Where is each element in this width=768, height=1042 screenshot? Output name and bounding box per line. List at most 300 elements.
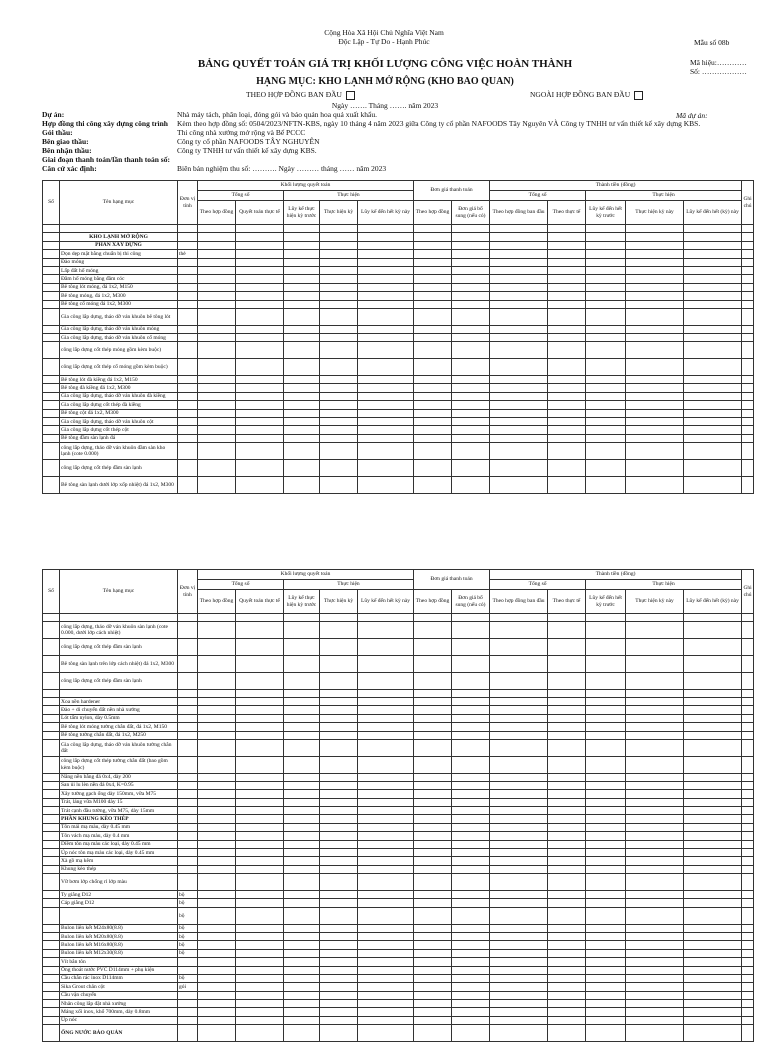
item-unit (178, 874, 198, 891)
table-cell (320, 697, 358, 705)
table-cell (490, 655, 548, 672)
table-cell (414, 1025, 452, 1042)
item-name: San ủi lu lèn nền đá 0x4, K=0.95 (60, 781, 178, 789)
table-cell (626, 874, 684, 891)
table-cell (452, 418, 490, 426)
table-cell (548, 300, 586, 308)
table-cell (414, 460, 452, 477)
table-cell (626, 266, 684, 274)
table-cell (358, 974, 414, 982)
table-cell (414, 731, 452, 739)
table-row (43, 614, 754, 622)
table-cell (548, 697, 586, 705)
item-name: Cầu vận chuyển (60, 991, 178, 999)
col-don-gia: Đơn giá thanh toán (414, 181, 490, 201)
table-cell (684, 241, 742, 249)
table-cell (43, 233, 60, 241)
table-cell (586, 773, 626, 781)
table-cell (284, 790, 320, 798)
table-cell (414, 672, 452, 689)
table-cell (742, 1008, 754, 1016)
table-cell (236, 739, 284, 756)
item-name: Xoa nền hardener (60, 697, 178, 705)
table-cell (490, 266, 548, 274)
table-cell (548, 334, 586, 342)
table-cell (548, 899, 586, 907)
checkbox-ngoai-hop-dong[interactable] (634, 91, 643, 100)
table-cell (358, 308, 414, 325)
table-row (43, 723, 754, 731)
option-ngoai-hop-dong-label: NGOÀI HỢP ĐỒNG BAN ĐẦU (530, 90, 631, 99)
col-luy-ke-truoc2: Lũy kế đến hết kỳ trước (586, 201, 626, 225)
item-unit: thẻ (178, 250, 198, 258)
table-cell (684, 899, 742, 907)
item-name: Khung kèo thép (60, 865, 178, 873)
form-number: Mẫu số 08b (694, 38, 730, 47)
item-name: Trát, láng vữa M100 dày 15 (60, 798, 178, 806)
table-cell (626, 359, 684, 376)
table-cell (284, 1000, 320, 1008)
item-unit (178, 434, 198, 442)
table-cell (320, 899, 358, 907)
table-cell (742, 655, 754, 672)
table-cell (626, 300, 684, 308)
option-theo-hop-dong[interactable] (246, 90, 355, 100)
table-cell (320, 865, 358, 873)
table-row (43, 840, 754, 848)
table-cell (548, 409, 586, 417)
item-name: Lấp đất hố móng (60, 266, 178, 274)
table-cell (742, 974, 754, 982)
item-unit (178, 266, 198, 274)
table-cell (43, 1000, 60, 1008)
table-cell (320, 739, 358, 756)
table-cell (236, 865, 284, 873)
table-cell (358, 865, 414, 873)
table-cell (490, 840, 548, 848)
table-cell (198, 790, 236, 798)
table-row (43, 443, 754, 460)
table-row (43, 832, 754, 840)
table-cell (490, 781, 548, 789)
table-cell (284, 840, 320, 848)
table-cell (198, 958, 236, 966)
table-cell (586, 250, 626, 258)
table-cell (452, 409, 490, 417)
table-cell (236, 798, 284, 806)
table-cell (586, 823, 626, 831)
table-cell (320, 907, 358, 924)
table-cell (548, 689, 586, 697)
table-cell (586, 781, 626, 789)
checkbox-theo-hop-dong[interactable] (346, 91, 355, 100)
table-cell (490, 672, 548, 689)
table-cell (452, 401, 490, 409)
table-cell (198, 1008, 236, 1016)
table-cell (548, 426, 586, 434)
table-cell (452, 781, 490, 789)
table-cell (626, 1008, 684, 1016)
table-cell (358, 300, 414, 308)
item-name: Bulon liên kết M24x80(8.8) (60, 924, 178, 932)
table-cell (548, 325, 586, 333)
table-cell (548, 233, 586, 241)
table-cell (490, 815, 548, 823)
table-cell (236, 731, 284, 739)
table-cell (320, 790, 358, 798)
table-cell (742, 409, 754, 417)
item-unit (178, 966, 198, 974)
table-cell (490, 991, 548, 999)
table-cell (684, 283, 742, 291)
table-cell (414, 891, 452, 899)
table-cell (358, 401, 414, 409)
table-cell (742, 325, 754, 333)
table-cell (43, 807, 60, 815)
table-cell (626, 655, 684, 672)
table-cell (236, 756, 284, 773)
item-name: Gia công lắp dựng cốt thép cột (60, 426, 178, 434)
item-name: Cáp giằng D12 (60, 899, 178, 907)
table-cell (358, 614, 414, 622)
table-cell (284, 401, 320, 409)
table-cell (236, 773, 284, 781)
table-cell (198, 857, 236, 865)
item-unit (178, 334, 198, 342)
table-cell (742, 1000, 754, 1008)
table-cell (320, 258, 358, 266)
table-cell (684, 932, 742, 940)
table-cell (43, 815, 60, 823)
item-name: Vít bắn tôn (60, 958, 178, 966)
table-cell (684, 1008, 742, 1016)
table-cell (320, 731, 358, 739)
table-cell (198, 798, 236, 806)
table-cell (452, 840, 490, 848)
table-cell (236, 891, 284, 899)
table-cell (284, 983, 320, 991)
table-cell (320, 275, 358, 283)
table-cell (320, 655, 358, 672)
table-cell (626, 832, 684, 840)
table-cell (626, 932, 684, 940)
table-cell (452, 655, 490, 672)
table-cell (236, 359, 284, 376)
item-name: công lắp dựng cốt thép đầm sàn lạnh (60, 460, 178, 477)
table-cell (358, 932, 414, 940)
table-row (43, 1025, 754, 1042)
table-cell (414, 275, 452, 283)
table-cell (198, 376, 236, 384)
table-cell (236, 697, 284, 705)
table-cell (43, 756, 60, 773)
national-line-2: Độc Lập - Tự Do - Hạnh Phúc (338, 37, 430, 46)
table-cell (236, 384, 284, 392)
table-cell (452, 865, 490, 873)
item-unit (178, 258, 198, 266)
table-cell (452, 832, 490, 840)
table-cell (548, 714, 586, 722)
table-cell (586, 434, 626, 442)
table-cell (742, 790, 754, 798)
table-cell (548, 723, 586, 731)
table-cell (284, 739, 320, 756)
table-cell (198, 865, 236, 873)
item-name: Úp nóc (60, 1016, 178, 1024)
table-cell (43, 460, 60, 477)
col-unit: Đơn vị tính (178, 181, 198, 225)
table-cell (626, 773, 684, 781)
table-cell (198, 250, 236, 258)
table-cell (236, 1025, 284, 1042)
table-cell (284, 460, 320, 477)
item-unit (178, 773, 198, 781)
table-cell (742, 706, 754, 714)
table-row (43, 283, 754, 291)
table-row (43, 697, 754, 705)
table-cell (490, 426, 548, 434)
table-cell (320, 266, 358, 274)
table-cell (548, 840, 586, 848)
table-cell (43, 781, 60, 789)
table-cell (43, 1025, 60, 1042)
table-cell (586, 325, 626, 333)
table-cell (284, 359, 320, 376)
table-cell (284, 857, 320, 865)
table-cell (684, 325, 742, 333)
table-cell (452, 714, 490, 722)
table-cell (742, 283, 754, 291)
table-row (43, 857, 754, 865)
item-unit (178, 697, 198, 705)
table-cell (358, 1008, 414, 1016)
table-cell (626, 697, 684, 705)
table-cell (358, 1000, 414, 1008)
table-cell (586, 941, 626, 949)
table-cell (414, 283, 452, 291)
table-cell (414, 739, 452, 756)
table-cell (742, 672, 754, 689)
table-cell (236, 815, 284, 823)
table-cell (452, 672, 490, 689)
table-cell (452, 384, 490, 392)
table-cell (684, 714, 742, 722)
item-unit (178, 241, 198, 249)
table-row (43, 941, 754, 949)
item-unit (178, 1008, 198, 1016)
table-cell (198, 292, 236, 300)
table-cell (490, 233, 548, 241)
table-cell (43, 250, 60, 258)
table-cell (414, 723, 452, 731)
table-cell (548, 823, 586, 831)
table-cell (358, 832, 414, 840)
table-row (43, 275, 754, 283)
table-cell (684, 689, 742, 697)
item-name: Máng xối inox, khổ 700mm, dày 0.8mm (60, 1008, 178, 1016)
item-name: Tôn mái mạ màu, dày 0.45 mm (60, 823, 178, 831)
table-cell (626, 849, 684, 857)
table-cell (452, 434, 490, 442)
table-cell (414, 376, 452, 384)
item-unit (178, 622, 198, 639)
table-cell (490, 300, 548, 308)
table-row (43, 225, 754, 233)
item-unit (178, 756, 198, 773)
table-cell (548, 639, 586, 656)
item-name: công lắp dựng cốt thép tường chắn đất (bao gồm kèm buộc) (60, 756, 178, 773)
table-cell (198, 840, 236, 848)
item-unit: gói (178, 983, 198, 991)
table-cell (626, 283, 684, 291)
table-cell (358, 292, 414, 300)
table-cell (626, 275, 684, 283)
col-thuc-hien-2: Thực hiện (586, 580, 742, 590)
col-thanh-tien: Thành tiền (đồng) (490, 570, 742, 580)
table-cell (684, 723, 742, 731)
table-cell (320, 342, 358, 359)
table-cell (236, 857, 284, 865)
table-cell (358, 325, 414, 333)
table-cell (414, 773, 452, 781)
table-cell (742, 443, 754, 460)
table-cell (284, 899, 320, 907)
table-cell (626, 476, 684, 493)
table-cell (742, 781, 754, 789)
table-cell (358, 840, 414, 848)
table-cell (490, 723, 548, 731)
table-cell (284, 991, 320, 999)
table-cell (586, 241, 626, 249)
table-cell (284, 865, 320, 873)
table-cell (236, 941, 284, 949)
table-cell (626, 941, 684, 949)
table-cell (284, 807, 320, 815)
table-row (43, 807, 754, 815)
table-cell (284, 849, 320, 857)
item-unit (178, 283, 198, 291)
table-cell (43, 790, 60, 798)
table-cell (586, 731, 626, 739)
table-row (43, 384, 754, 392)
table-cell (452, 697, 490, 705)
table-cell (742, 924, 754, 932)
table-cell (684, 849, 742, 857)
table-cell (684, 672, 742, 689)
table-cell (490, 460, 548, 477)
table-cell (548, 739, 586, 756)
table-cell (742, 697, 754, 705)
table-cell (358, 476, 414, 493)
table-cell (548, 622, 586, 639)
table-row (43, 891, 754, 899)
table-cell (414, 359, 452, 376)
table-cell (43, 832, 60, 840)
table-cell (684, 739, 742, 756)
table-cell (414, 991, 452, 999)
table-cell (414, 622, 452, 639)
table-cell (43, 739, 60, 756)
table-cell (490, 689, 548, 697)
table-cell (198, 443, 236, 460)
option-ngoai-hop-dong[interactable] (530, 90, 643, 100)
item-name: PHẦN XÂY DỰNG (60, 241, 178, 249)
table-cell (684, 392, 742, 400)
table-cell (198, 723, 236, 731)
table-cell (358, 958, 414, 966)
table-cell (742, 418, 754, 426)
table-cell (320, 714, 358, 722)
table-cell (490, 807, 548, 815)
table-cell (490, 308, 548, 325)
table-cell (548, 476, 586, 493)
table-cell (284, 714, 320, 722)
table-cell (684, 1000, 742, 1008)
table-cell (626, 958, 684, 966)
table-cell (284, 376, 320, 384)
table-cell (284, 697, 320, 705)
table-cell (742, 840, 754, 848)
table-cell (452, 991, 490, 999)
item-name: Bê tông đầm sàn lạnh đá (60, 434, 178, 442)
table-cell (414, 225, 452, 233)
table-cell (452, 426, 490, 434)
table-cell (684, 460, 742, 477)
table-cell (548, 434, 586, 442)
col-luy-ke-truoc2: Lũy kế đến hết kỳ trước (586, 590, 626, 614)
table-cell (284, 958, 320, 966)
table-cell (43, 899, 60, 907)
table-cell (548, 258, 586, 266)
table-cell (684, 832, 742, 840)
table-cell (43, 697, 60, 705)
table-cell (586, 983, 626, 991)
table-cell (198, 891, 236, 899)
table-cell (43, 225, 60, 233)
table-cell (548, 907, 586, 924)
table-cell (490, 849, 548, 857)
table-cell (198, 815, 236, 823)
table-cell (684, 655, 742, 672)
table-cell (742, 857, 754, 865)
table-cell (358, 790, 414, 798)
table-cell (320, 250, 358, 258)
table-cell (586, 476, 626, 493)
item-unit (178, 614, 198, 622)
table-cell (452, 233, 490, 241)
table-cell (284, 874, 320, 891)
table-cell (452, 941, 490, 949)
table-cell (284, 250, 320, 258)
info-value: Nhà máy tách, phân loại, đóng gói và bảo quản hoa quả xuất khẩu. (177, 110, 377, 119)
table-cell (626, 392, 684, 400)
table-cell (548, 849, 586, 857)
table-row (43, 991, 754, 999)
col-thanh-tien: Thành tiền (đồng) (490, 181, 742, 191)
table-row (43, 966, 754, 974)
table-cell (548, 672, 586, 689)
table-cell (43, 857, 60, 865)
item-unit (178, 655, 198, 672)
table-cell (684, 891, 742, 899)
table-cell (742, 639, 754, 656)
item-name: Gia công lắp dựng, tháo dỡ ván khuôn bê tông lót (60, 308, 178, 325)
table-cell (320, 823, 358, 831)
table-cell (414, 958, 452, 966)
table-cell (358, 241, 414, 249)
table-cell (414, 308, 452, 325)
table-cell (452, 739, 490, 756)
